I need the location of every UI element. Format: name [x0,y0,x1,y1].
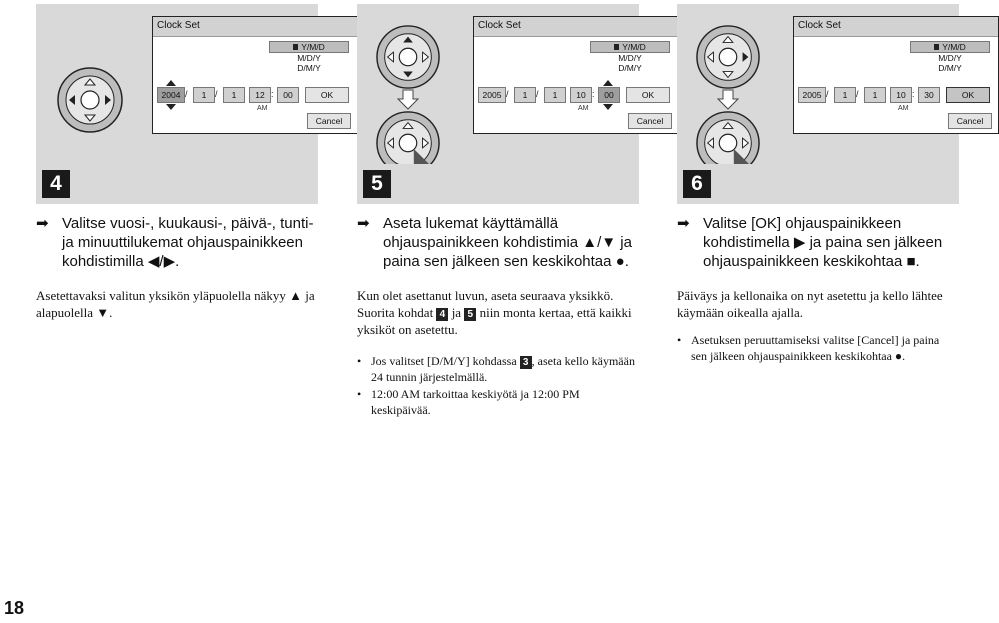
step-ref-badge: 4 [436,308,448,321]
down-hollow-arrow-icon [397,90,419,110]
format-option[interactable]: M/D/Y [297,53,321,63]
note-item: • Jos valitset [D/M/Y] kohdassa 3 , aseta kello käymään 24 tunnin järjestelmällä. [357,354,635,384]
format-option[interactable]: M/D/Y [618,53,642,63]
control-button-up-down-icon [375,24,441,90]
date-time-row: 2005 / 1 / 1 10 : 00 OK [474,87,678,103]
screen-title: Clock Set [798,20,841,31]
clock-set-screen [473,16,679,134]
date-format-list [269,41,349,81]
ok-button[interactable]: OK [626,87,670,103]
step-instruction [36,214,316,271]
step-header-bar-6 [677,164,959,204]
note-item: • 12:00 AM tarkoittaa keskiyötä ja 12:00 PM keskipäivää. [357,387,580,417]
minute-field[interactable]: 00 [598,87,620,103]
page-number: 18 [4,598,25,618]
step-4-text [36,214,316,321]
step-6-text [677,214,957,364]
screen-header [794,17,998,37]
instruction-text: Aseta lukemat käyttämällä ohjauspainikkeen kohdistimia ▲/▼ ja paina sen jälkeen sen keskikohtaa ●. [383,215,632,270]
date-time-row: 2005 / 1 / 1 10 : 30 OK [794,87,998,103]
day-field[interactable]: 1 [544,87,566,103]
ampm-indicator: AM [898,105,909,112]
ampm-indicator: AM [257,105,268,112]
arrow-icon: ➡ [36,215,49,232]
arrow-icon: ➡ [357,215,370,232]
step-body-text: Kun olet asettanut luvun, aseta seuraava yksikkö. Suorita kohdat 4 ja 5 niin monta kertaa, että kaikki yksiköt on asetettu. [357,288,632,337]
selected-marker-icon [934,44,939,50]
format-option-selected[interactable]: Y/M/D [910,41,990,53]
format-option[interactable]: M/D/Y [938,53,962,63]
step-instruction [677,214,957,271]
selected-marker-icon [293,44,298,50]
hour-field[interactable]: 10 [570,87,592,103]
control-button-right-icon [695,24,761,90]
ok-button[interactable]: OK [946,87,990,103]
format-option-selected[interactable]: Y/M/D [590,41,670,53]
step-header-bar-5 [357,164,639,204]
bullet: • [357,387,362,401]
format-option[interactable]: D/M/Y [297,63,321,73]
month-field[interactable]: 1 [834,87,856,103]
selected-marker-icon [614,44,619,50]
control-button-left-right-icon [56,66,124,134]
date-format-list [590,41,670,81]
hour-field[interactable]: 12 [249,87,271,103]
cancel-button[interactable]: Cancel [948,113,992,129]
step-ref-badge: 3 [520,356,532,369]
year-field[interactable]: 2004 [157,87,185,103]
screen-header [474,17,678,37]
clock-set-screen [793,16,999,134]
minute-field[interactable]: 30 [918,87,940,103]
bullet: • [357,354,362,368]
ampm-indicator: AM [578,105,589,112]
cancel-button[interactable]: Cancel [628,113,672,129]
day-field[interactable]: 1 [223,87,245,103]
step-number-badge: 4 [42,170,70,198]
step-ref-badge: 5 [464,308,476,321]
month-field[interactable]: 1 [514,87,536,103]
day-field[interactable]: 1 [864,87,886,103]
step-number-badge: 6 [683,170,711,198]
minute-field[interactable]: 00 [277,87,299,103]
hour-field[interactable]: 10 [890,87,912,103]
month-field[interactable]: 1 [193,87,215,103]
instruction-text: Valitse [OK] ohjauspainikkeen kohdistimella ▶ ja paina sen jälkeen ohjauspainikkeen keskikohtaa ■. [703,215,943,270]
ok-button[interactable]: OK [305,87,349,103]
up-arrow-icon [166,80,176,86]
clock-set-screen [152,16,358,134]
bullet: • [677,333,682,347]
format-option-selected[interactable]: Y/M/D [269,41,349,53]
year-field[interactable]: 2005 [478,87,506,103]
date-format-list [910,41,990,81]
step-header-bar-4 [36,164,318,204]
instruction-text: Valitse vuosi-, kuukausi-, päivä-, tunti- ja minuuttilukemat ohjauspainikkeen kohdistimilla ◀/▶. [62,215,314,270]
step-body-text: Asetettavaksi valitun yksikön yläpuolella näkyy ▲ ja alapuolella ▼. [36,288,315,320]
year-field[interactable]: 2005 [798,87,826,103]
down-hollow-arrow-icon [717,90,739,110]
step-body-text: Päiväys ja kellonaika on nyt asetettu ja kello lähtee käymään oikealla ajalla. [677,288,943,320]
screen-title: Clock Set [478,20,521,31]
note-item: • Asetuksen peruuttamiseksi valitse [Cancel] ja paina sen jälkeen ohjauspainikkeen keskikohtaa ●. [677,333,940,363]
up-arrow-icon [603,80,613,86]
date-time-row: 2004 / 1 / 1 12 : 00 OK [153,87,357,103]
step-number-badge: 5 [363,170,391,198]
cancel-button[interactable]: Cancel [307,113,351,129]
down-arrow-icon [603,104,613,110]
format-option[interactable]: D/M/Y [618,63,642,73]
format-option[interactable]: D/M/Y [938,63,962,73]
down-arrow-icon [166,104,176,110]
step-instruction [357,214,637,271]
screen-title: Clock Set [157,20,200,31]
arrow-icon: ➡ [677,215,690,232]
step-5-text [357,214,637,418]
screen-header [153,17,357,37]
